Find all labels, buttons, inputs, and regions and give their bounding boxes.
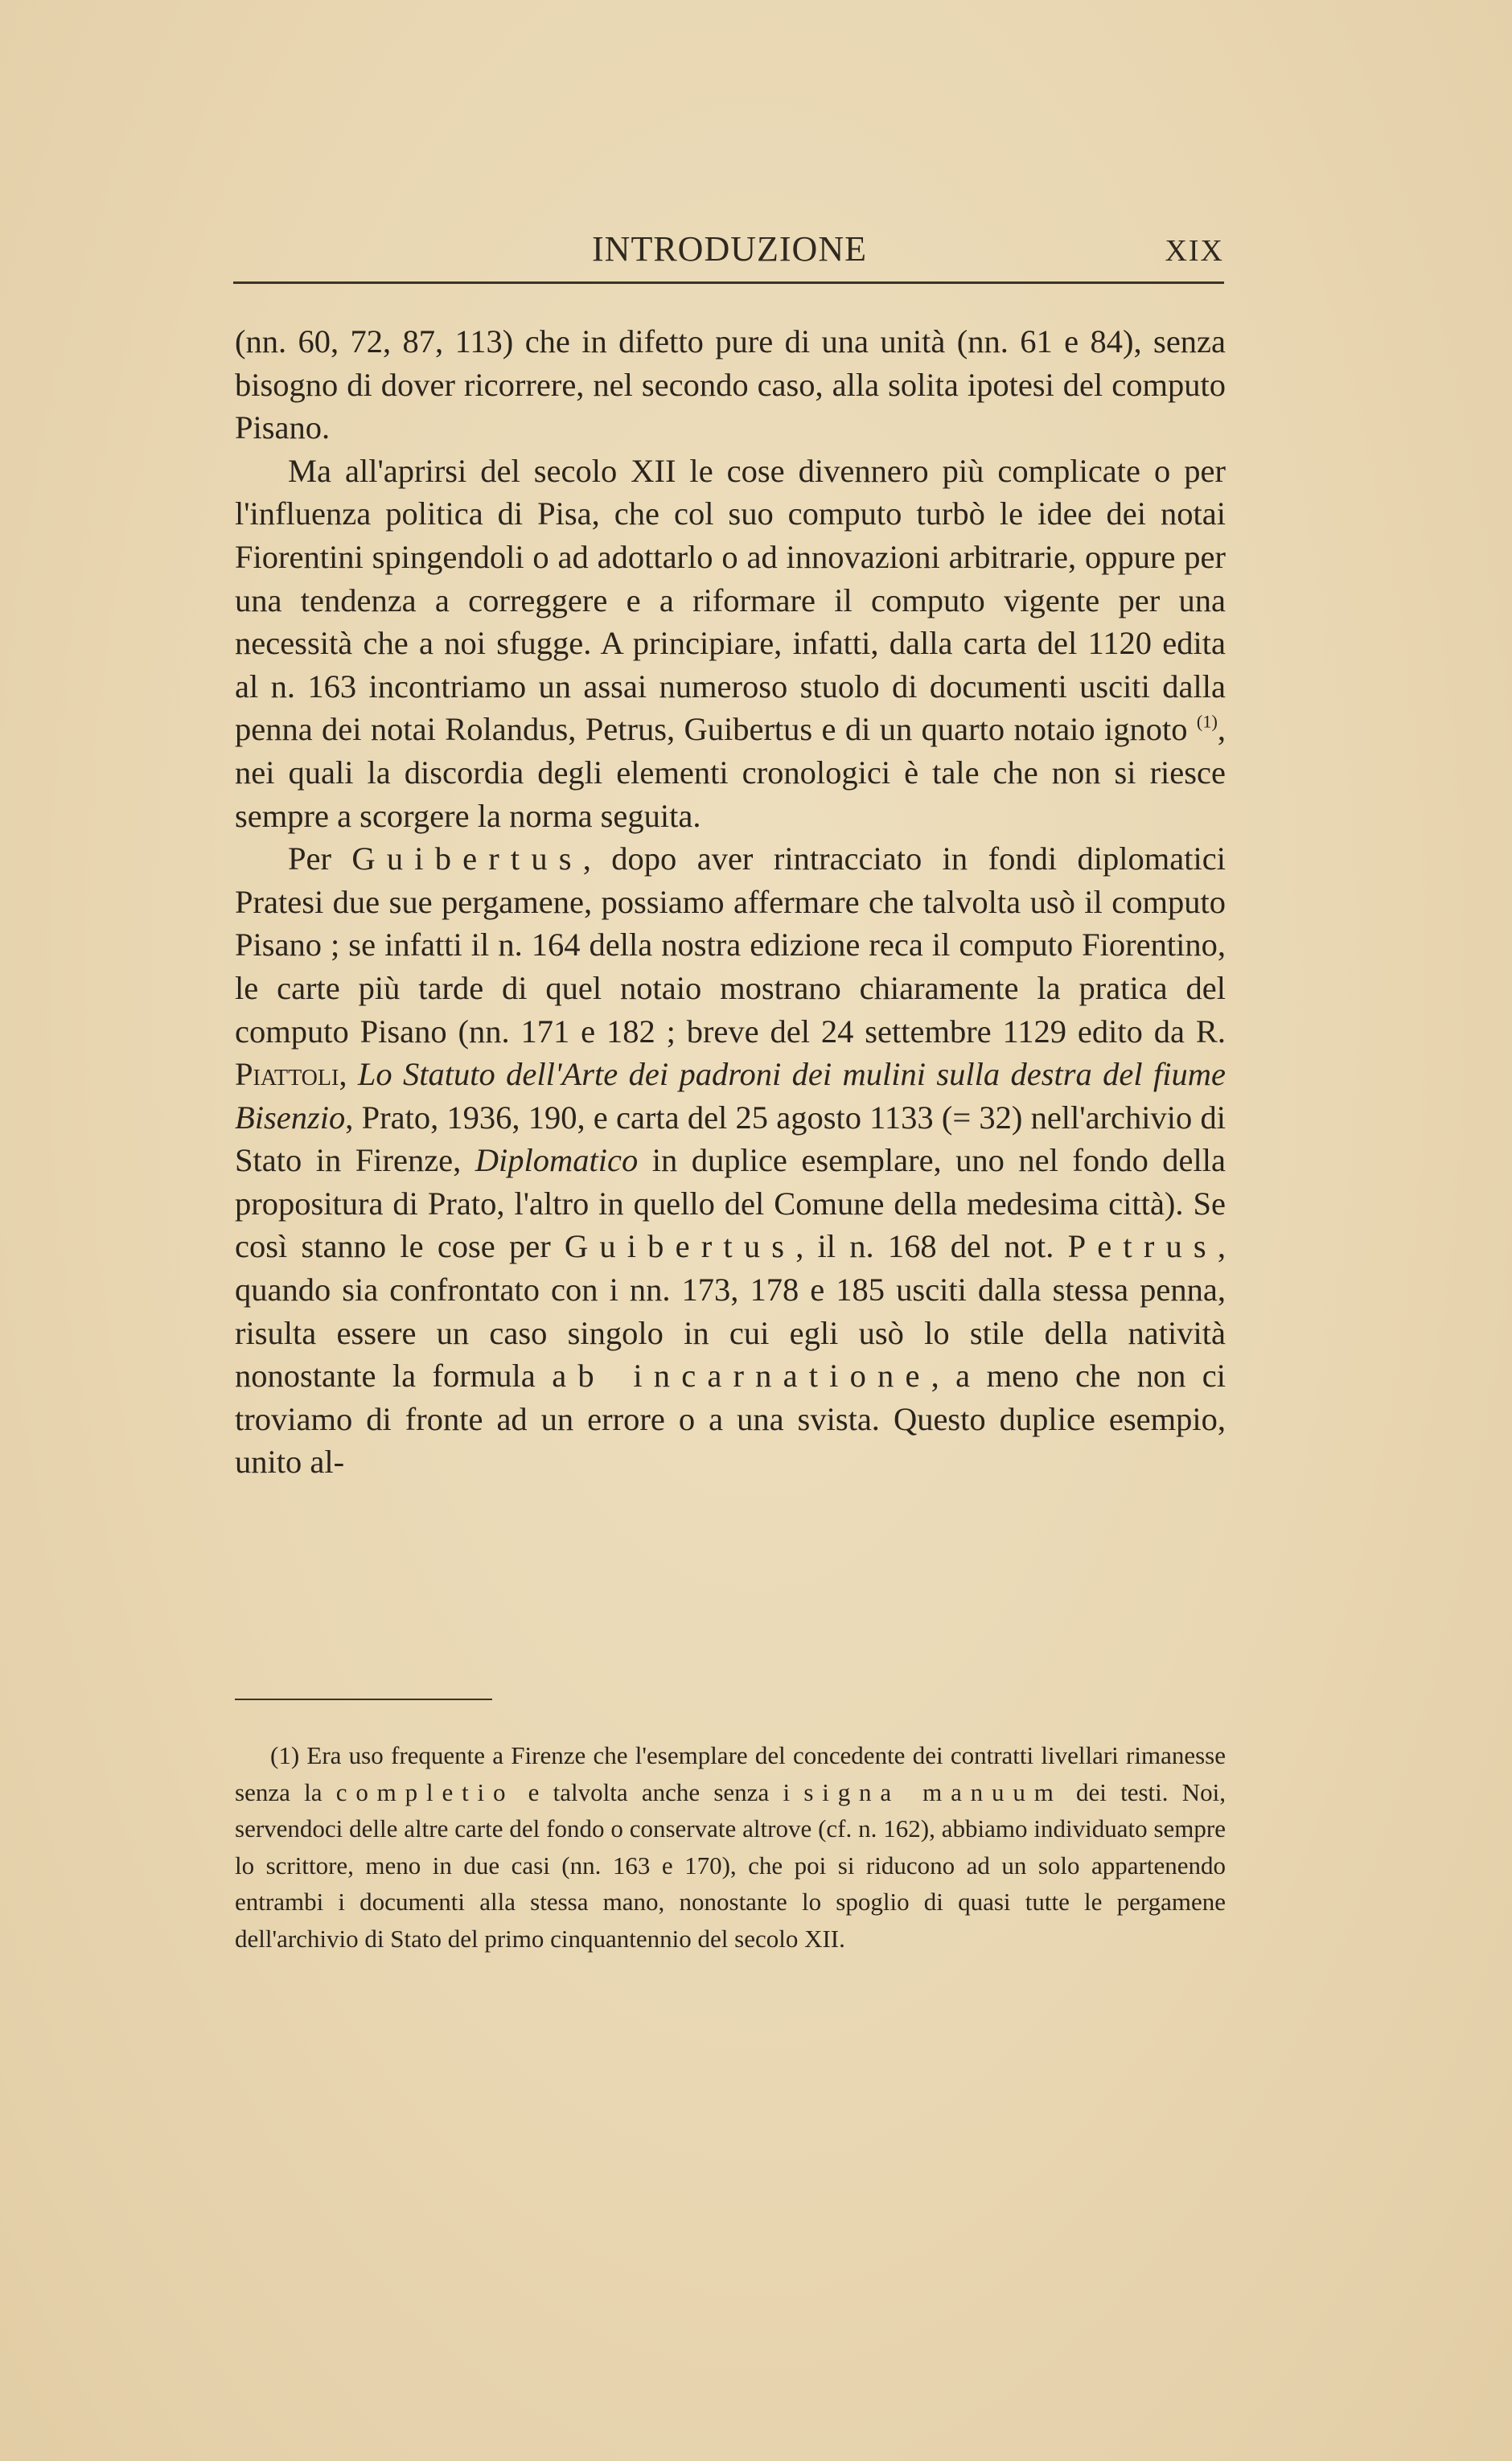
spaced-emphasis: Guibertus [564,1228,796,1265]
footnote-rule [235,1699,492,1700]
running-title: INTRODUZIONE [592,229,867,269]
spaced-emphasis: completio [335,1777,515,1806]
paragraph [235,320,1226,450]
text-run: Per [288,840,352,877]
page-header [235,228,1224,277]
paragraph [235,450,1226,837]
paragraph [235,837,1226,1484]
italic-title: Lo Statuto dell'Arte dei padroni dei mulini sulla destra del fiume Bisenzio [235,1056,1226,1136]
text-run: , dopo aver rintracciato in fondi diplomatici Pratesi due sue pergamene, possiamo affermare che talvolta usò il computo Pisano ; se infatti il n. 164 della nostra edizione reca il computo Fiorentino, le carte più tarde di quel notaio mostrano chiaramente la pratica del computo Pisano (nn. 171 e 182 ; breve del 24 settembre 1129 edito da R. [235,840,1226,1050]
text-run: , [339,1056,358,1093]
footnote [235,1737,1226,1957]
text-run: , a meno che non ci troviamo di fronte ad un errore o a una svista. Questo duplice esempio, unito al- [235,1358,1226,1481]
italic-title: Diplomatico [475,1142,639,1179]
main-text [235,320,1226,1484]
page-number: XIX [1165,234,1224,268]
text-run: e talvolta anche senza i [514,1777,804,1806]
text-run: Ma all'aprirsi del secolo XII le cose divennero più complicate o per l'influenza politica di Pisa, che col suo computo turbò le idee dei notai Fiorentini spingendoli o ad adottarlo o ad innovazioni arbitrarie, oppure per una tendenza a correggere e a riformare il computo vigente per una necessità che a noi sfugge. A principiare, infatti, dalla carta del 1120 edita al n. 163 incontriamo un assai numeroso stuolo di documenti usciti dalla penna dei notai Rolandus, Petrus, Guibertus e di un quarto notaio ignoto [235,452,1226,748]
text-run: , il n. 168 del not. [795,1228,1068,1265]
text-run: , quando sia confrontato con i nn. 173, 178 e 185 usciti dalla stessa penna, risulta essere un caso singolo in cui egli usò lo stile della natività nonostante la formula [235,1228,1226,1395]
spaced-emphasis: Guibertus [351,840,583,877]
spaced-emphasis: signa manuum [803,1777,1062,1806]
spaced-emphasis: Petrus [1067,1228,1218,1265]
header-rule [233,281,1224,284]
text-run: , Prato, 1936, 190, e carta del 25 agosto 1133 (= 32) nell'archivio di Stato in Firenze, [235,1099,1226,1179]
text-run: (1) Era uso frequente a Firenze che l'esemplare del concedente dei contratti livellari rimanesse senza la [235,1741,1226,1806]
text-run: dei testi. Noi, servendoci delle altre carte del fondo o conservate altrove (cf. n. 162), abbiamo individuato sempre lo scrittore, meno in due casi (nn. 163 e 170), che poi si riducono ad un solo appartenendo entrambi i documenti alla stessa mano, nonostante lo spoglio di quasi tutte le pergamene dell'archivio di Stato del primo cinquantennio del secolo XII. [235,1777,1226,1953]
footnote-reference: (1) [1196,711,1218,732]
text-run: (nn. 60, 72, 87, 113) che in difetto pure di una unità (nn. 61 e 84), senza bisogno di dover ricorrere, nel secondo caso, alla solita ipotesi del computo Pisano. [235,323,1226,446]
footnotes [235,1737,1226,1957]
author-name: Piattoli [235,1056,339,1093]
text-run: , nei quali la discordia degli elementi cronologici è tale che non si riesce sempre a scorgere la norma seguita. [235,711,1226,834]
text-run: in duplice esemplare, uno nel fondo della propositura di Prato, l'altro in quello del Comune della medesima città). Se così stanno le cose per [235,1142,1226,1265]
spaced-emphasis: ab incarnatione [552,1358,931,1395]
